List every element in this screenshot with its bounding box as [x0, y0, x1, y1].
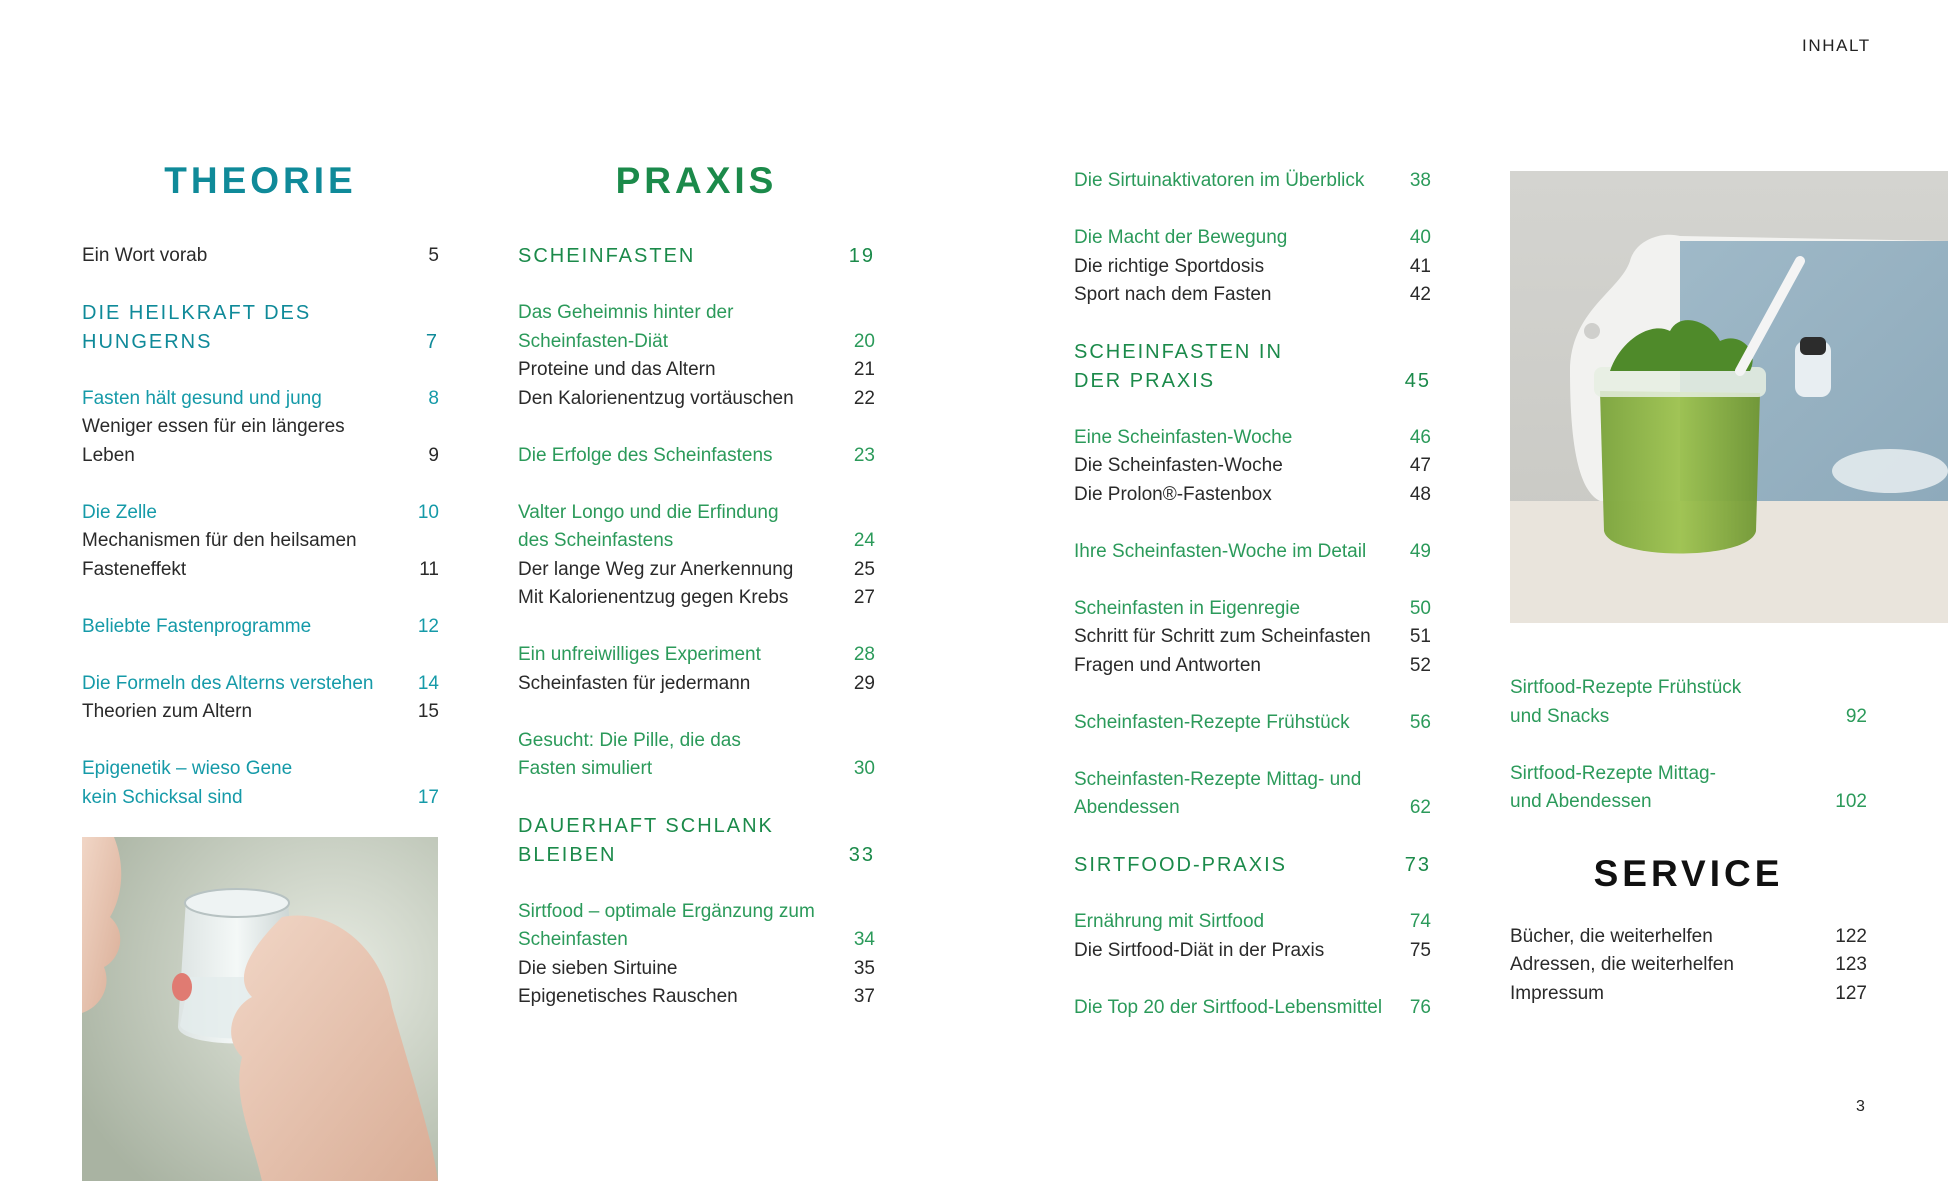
toc-entry[interactable]: Das Geheimnis hinter der Scheinfasten-Diät 20 — [518, 302, 875, 352]
toc-entry[interactable]: Die Prolon®-Fastenbox 48 — [1074, 483, 1431, 505]
toc-entry[interactable]: Die Scheinfasten-Woche 47 — [1074, 455, 1431, 476]
toc-chapter[interactable]: SCHEINFASTEN IN DER PRAXIS 45 — [1074, 341, 1431, 392]
toc-entry[interactable]: Fasten hält gesund und jung 8 — [82, 387, 439, 409]
section-title-theorie: THEORIE — [164, 160, 357, 201]
toc-chapter[interactable]: DAUERHAFT SCHLANK BLEIBEN 33 — [518, 815, 875, 866]
theorie-column — [82, 160, 439, 812]
toc-entry[interactable]: Mechanismen für den heilsamen Fasteneffekt 11 — [82, 530, 439, 580]
toc-entry[interactable]: Den Kalorienentzug vortäuschen 22 — [518, 387, 875, 409]
toc-entry[interactable]: Sport nach dem Fasten 42 — [1074, 284, 1431, 305]
toc-entry[interactable]: Epigenetik – wieso Gene kein Schicksal sind 17 — [82, 758, 439, 808]
toc-entry[interactable]: Valter Longo und die Erfindung des Scheinfastens 24 — [518, 501, 875, 551]
photo-water-glass — [82, 837, 438, 1181]
toc-entry[interactable]: Sirtfood-Rezepte Frühstück und Snacks 92 — [1510, 677, 1867, 727]
toc-entry[interactable]: Die Sirtuinaktivatoren im Überblick 38 — [1074, 170, 1431, 191]
praxis-column — [518, 160, 875, 1012]
toc-entry[interactable]: Ernährung mit Sirtfood 74 — [1074, 911, 1431, 932]
photo-pesto-jar — [1510, 171, 1948, 623]
toc-entry[interactable]: Scheinfasten in Eigenregie 50 — [1074, 597, 1431, 619]
toc-entry[interactable]: Sirtfood-Rezepte Mittag- und Abendessen 102 — [1510, 762, 1867, 812]
toc-entry[interactable]: Ein unfreiwilliges Experiment 28 — [518, 644, 875, 665]
toc-entry[interactable]: Weniger essen für ein längeres Leben 9 — [82, 416, 439, 466]
toc-entry[interactable]: Epigenetisches Rauschen 37 — [518, 986, 875, 1007]
water-glass-illustration — [82, 837, 438, 1181]
toc-chapter[interactable]: SCHEINFASTEN 19 — [518, 245, 875, 267]
page-number: 3 — [1856, 1098, 1865, 1115]
toc-entry[interactable]: Impressum 127 — [1510, 982, 1867, 1004]
toc-entry[interactable]: Adressen, die weiterhelfen 123 — [1510, 954, 1867, 975]
toc-entry[interactable]: Ihre Scheinfasten-Woche im Detail 49 — [1074, 540, 1431, 562]
praxis-continued-column — [1074, 167, 1431, 1022]
section-title-praxis: PRAXIS — [615, 160, 778, 201]
toc-entry[interactable]: Theorien zum Altern 15 — [82, 701, 439, 722]
toc-entry[interactable]: Die Macht der Bewegung 40 — [1074, 227, 1431, 248]
toc-entry[interactable]: Die sieben Sirtuine 35 — [518, 957, 875, 979]
toc-entry[interactable]: Sirtfood – optimale Ergänzung zum Scheinfasten 34 — [518, 900, 875, 950]
toc-entry[interactable]: Fragen und Antworten 52 — [1074, 654, 1431, 676]
toc-entry[interactable]: Die Zelle 10 — [82, 501, 439, 523]
running-header: INHALT — [1802, 36, 1871, 55]
toc-entry[interactable]: Die richtige Sportdosis 41 — [1074, 255, 1431, 277]
toc-entry[interactable]: Die Sirtfood-Diät in der Praxis 75 — [1074, 939, 1431, 961]
toc-entry[interactable]: Gesucht: Die Pille, die das Fasten simuliert 30 — [518, 729, 875, 779]
toc-entry[interactable]: Proteine und das Altern 21 — [518, 359, 875, 380]
toc-entry[interactable]: Scheinfasten-Rezepte Frühstück 56 — [1074, 711, 1431, 733]
toc-entry[interactable]: Scheinfasten für jedermann 29 — [518, 672, 875, 694]
pesto-jar-illustration — [1510, 171, 1948, 623]
section-title-service: SERVICE — [1593, 852, 1784, 894]
toc-entry[interactable]: Die Formeln des Alterns verstehen 14 — [82, 672, 439, 694]
sirtfood-recipes-column — [1510, 674, 1867, 1008]
toc-entry[interactable]: Schritt für Schritt zum Scheinfasten 51 — [1074, 626, 1431, 647]
toc-chapter[interactable]: DIE HEILKRAFT DES HUNGERNS 7 — [82, 302, 439, 353]
toc-entry[interactable]: Ein Wort vorab 5 — [82, 245, 439, 266]
toc-entry[interactable]: Der lange Weg zur Anerkennung 25 — [518, 558, 875, 580]
toc-entry[interactable]: Bücher, die weiterhelfen 122 — [1510, 925, 1867, 947]
toc-chapter[interactable]: SIRTFOOD-PRAXIS 73 — [1074, 854, 1431, 876]
toc-entry[interactable]: Beliebte Fastenprogramme 12 — [82, 615, 439, 637]
toc-entry[interactable]: Mit Kalorienentzug gegen Krebs 27 — [518, 587, 875, 608]
toc-entry[interactable]: Die Top 20 der Sirtfood-Lebensmittel 76 — [1074, 996, 1431, 1018]
toc-entry[interactable]: Scheinfasten-Rezepte Mittag- und Abendessen 62 — [1074, 768, 1431, 818]
toc-entry[interactable]: Die Erfolge des Scheinfastens 23 — [518, 444, 875, 466]
toc-entry[interactable]: Eine Scheinfasten-Woche 46 — [1074, 426, 1431, 448]
